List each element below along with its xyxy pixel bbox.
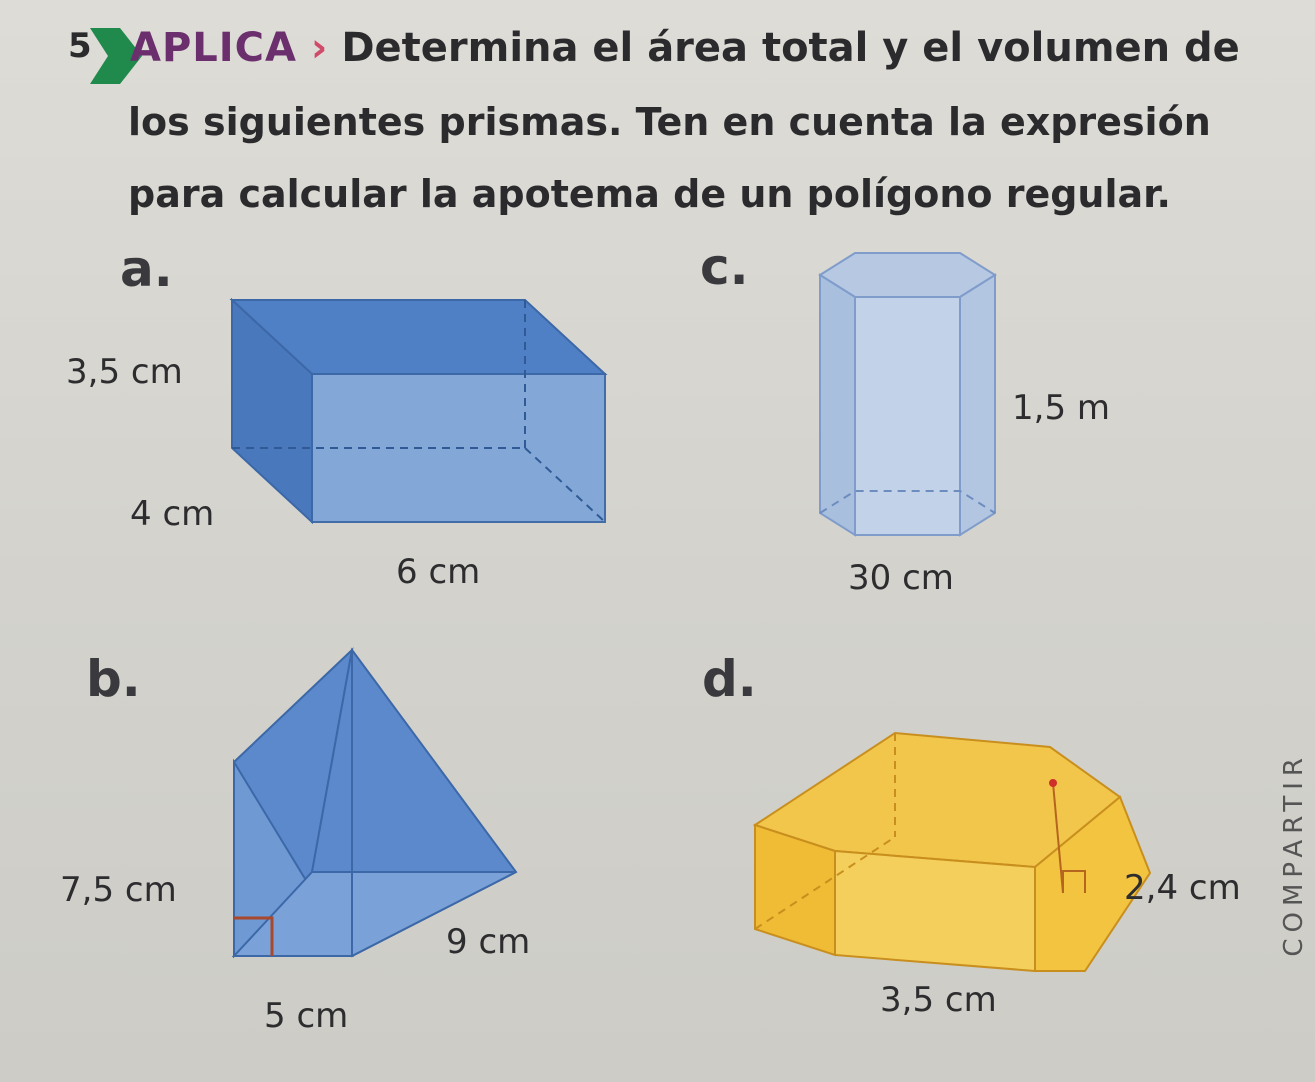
figure-d-side-label: 3,5 cm	[880, 980, 997, 1020]
instruction-line-2: los siguientes prismas. Ten en cuenta la expresión	[128, 100, 1211, 144]
figure-b-height-label: 7,5 cm	[60, 870, 177, 910]
figure-a-rectangular-prism	[220, 290, 640, 550]
chevron-right-icon: ›	[310, 25, 328, 71]
figure-c-side-label: 30 cm	[848, 558, 954, 598]
figure-c-hexagonal-prism	[805, 245, 1025, 555]
figure-d-apothem-label: 2,4 cm	[1124, 868, 1241, 908]
figure-a-height-label: 3,5 cm	[66, 352, 183, 392]
exercise-number: 5	[68, 26, 92, 66]
figure-a-letter: a.	[120, 240, 173, 298]
sidebar-label: COMPARTIR	[1279, 752, 1309, 957]
figure-a-width-label: 6 cm	[396, 552, 481, 592]
figure-c-height-label: 1,5 m	[1012, 388, 1110, 428]
figure-b-length-label: 9 cm	[446, 922, 531, 962]
figure-b-base-label: 5 cm	[264, 996, 349, 1036]
figure-d-hexagonal-prism	[745, 725, 1165, 1005]
instruction-line-3: para calcular la apotema de un polígono regular.	[128, 172, 1171, 216]
instruction-line-1: Determina el área total y el volumen de	[341, 25, 1240, 71]
figure-d-letter: d.	[702, 650, 757, 708]
figure-c-letter: c.	[700, 238, 749, 296]
exercise-tag: APLICA	[130, 25, 297, 71]
figure-a-depth-label: 4 cm	[130, 494, 215, 534]
exercise-heading	[130, 25, 1240, 71]
figure-b-letter: b.	[86, 650, 141, 708]
